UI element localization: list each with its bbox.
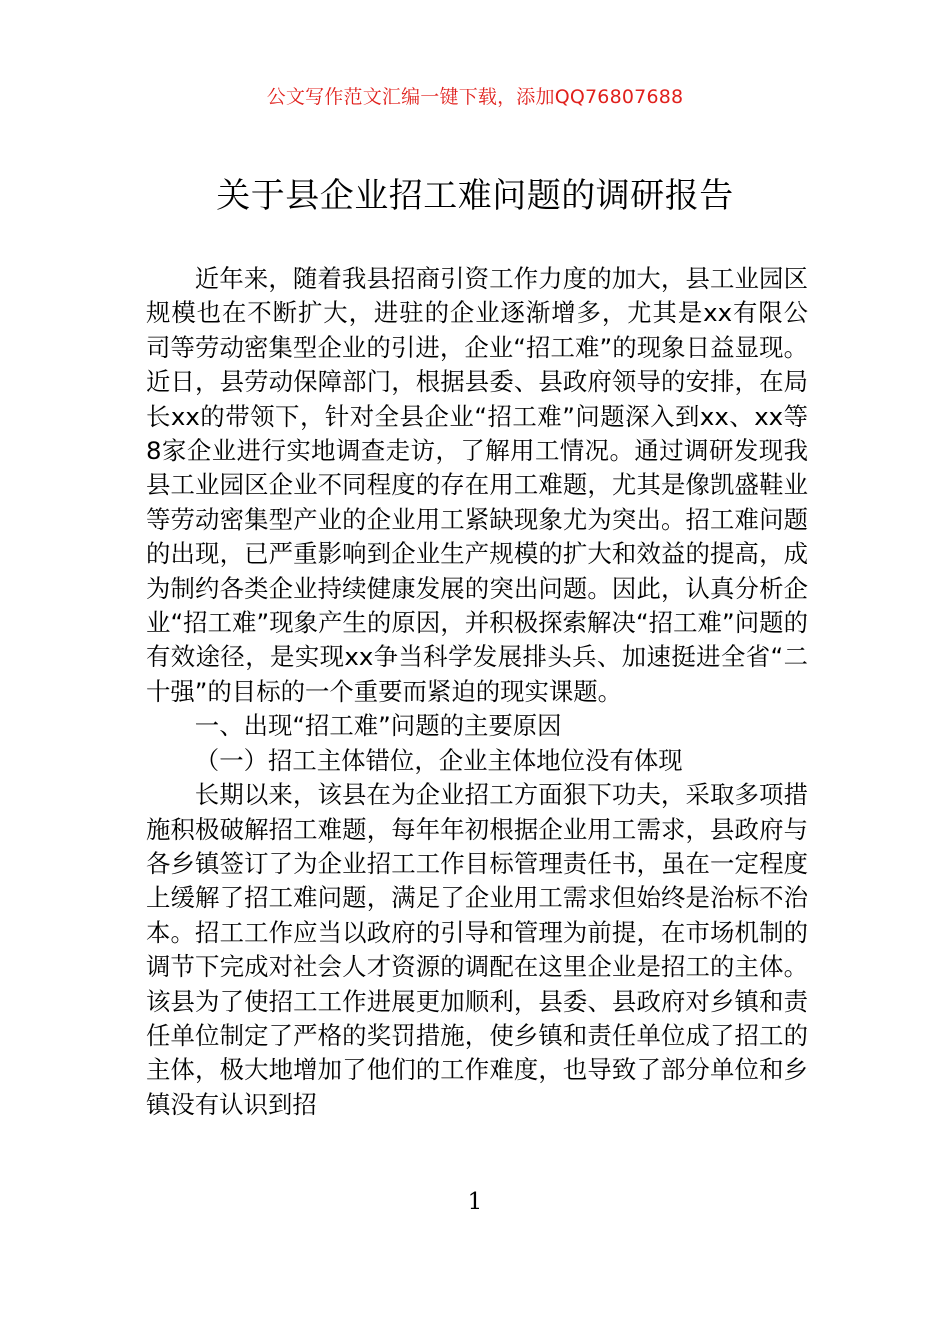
paragraph-intro: 近年来，随着我县招商引资工作力度的加大，县工业园区规模也在不断扩大，进驻的企业逐渐增多，尤其是xx有限公司等劳动密集型企业的引进，企业“招工难”的现象日益显现。近日，县劳动保障部门，根据县委、县政府领导的安排，在局长xx的带领下，针对全县企业“招工难”问题深入到xx、xx等8家企业进行实地调查走访，了解用工情况。通过调研发现我县工业园区企业不同程度的存在用工难题，尤其是像凯盛鞋业等劳动密集型产业的企业用工紧缺现象尤为突出。招工难问题的出现，已严重影响到企业生产规模的扩大和效益的提高，成为制约各类企业持续健康发展的突出问题。因此，认真分析企业“招工难”现象产生的原因，并积极探索解决“招工难”问题的有效途径，是实现xx争当科学发展排头兵、加速挺进全省“二十强”的目标的一个重要而紧迫的现实课题。 xyxy=(146,264,808,706)
heading-section-1: 一、出现“招工难”问题的主要原因 xyxy=(194,711,562,741)
page-number: 1 xyxy=(467,1189,483,1215)
document-title: 关于县企业招工难问题的调研报告 xyxy=(216,176,734,216)
document-body xyxy=(146,262,808,1122)
download-banner: 公文写作范文汇编一键下载，添加QQ76807688 xyxy=(266,86,684,108)
paragraph-subsection-1: 长期以来，该县在为企业招工方面狠下功夫，采取多项措施积极破解招工难题，每年年初根据企业用工需求，县政府与各乡镇签订了为企业招工工作目标管理责任书，虽在一定程度上缓解了招工难问题，满足了企业用工需求但始终是治标不治本。招工工作应当以政府的引导和管理为前提，在市场机制的调节下完成对社会人才资源的调配在这里企业是招工的主体。该县为了使招工工作进展更加顺利，县委、县政府对乡镇和责任单位制定了严格的奖罚措施，使乡镇和责任单位成了招工的主体，极大地增加了他们的工作难度，也导致了部分单位和乡镇没有认识到招 xyxy=(146,780,808,1119)
heading-subsection-1: （一）招工主体错位，企业主体地位没有体现 xyxy=(194,745,683,775)
